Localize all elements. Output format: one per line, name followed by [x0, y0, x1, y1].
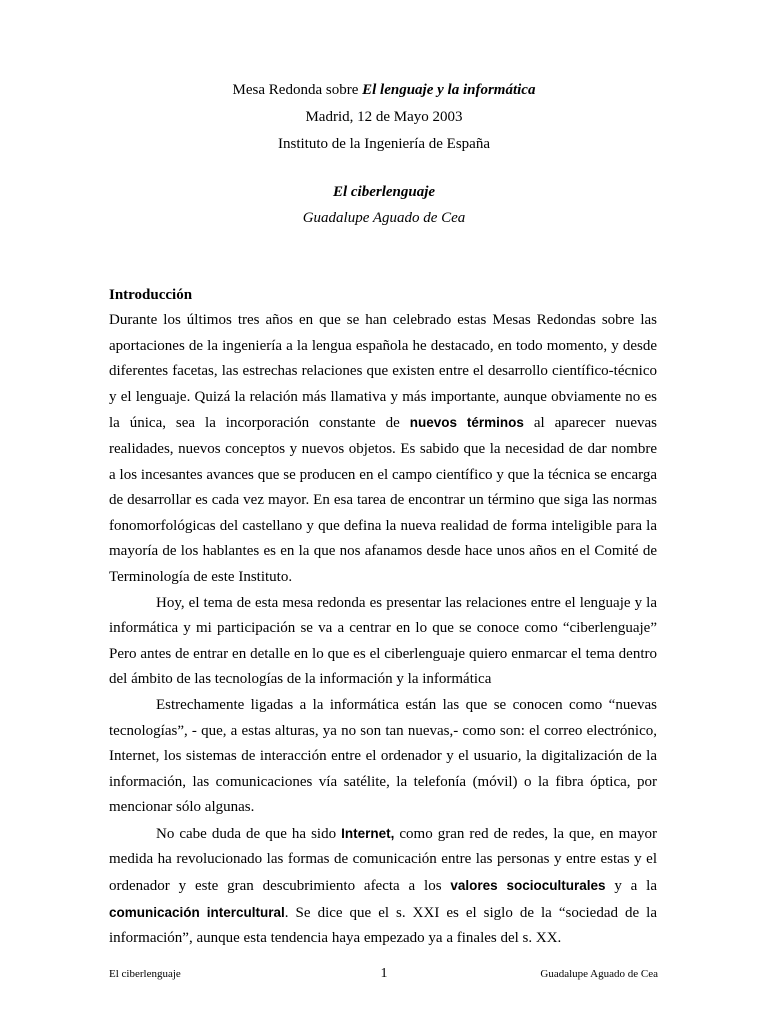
institution-name: Instituto de la Ingeniería de España — [277, 136, 490, 152]
paragraph-1-text-a: Durante los últimos tres años en que se han celebrado estas Mesas Redondas sobre las aportaciones de la ingeniería a la lengua española he destacado, en todo momento, y desde diferentes facetas, las estrechas relaciones que existen entre el desarrollo científico-técnico y el lenguaje. Quizá la relación más llamativa y más importante, aunque obviamente no es la única, sea la incorporación constante de — [109, 312, 657, 432]
highlight-internet: Internet, — [341, 825, 395, 841]
paragraph-4-text-d: . Se dice que el s. XXI es el siglo de la “sociedad de la información”, aunque esta tendencia haya empezado ya a finales del s. XX. — [109, 904, 657, 947]
paragraph-4-text-a: No cabe duda de que ha sido — [156, 825, 342, 842]
highlight-valores-socioculturales: valores socioculturales — [450, 878, 606, 894]
section-heading: Introducción — [109, 287, 193, 303]
paragraph-4-text-b: como gran red de redes, la que, en mayor medida ha revolucionado las formas de comunicación entre las personas y entre estas y el ordenador y este gran descubrimiento afecta a los — [109, 825, 657, 895]
event-date: Madrid, 12 de Mayo 2003 — [305, 109, 463, 125]
footer-author: Guadalupe Aguado de Cea — [540, 968, 658, 980]
event-prefix: Mesa Redonda sobre — [232, 82, 363, 98]
footer-title: El ciberlenguaje — [109, 968, 181, 980]
paragraph-2: Hoy, el tema de esta mesa redonda es presentar las relaciones entre el lenguaje y la informática y mi participación se va a centrar en lo que se conoce como “ciberlenguaje” Pero antes de entrar en detalle en lo que es el ciberlenguaje quiero enmarcar el tema dentro del ámbito de las tecnologías de la información y la informática — [109, 594, 657, 688]
paragraph-3: Estrechamente ligadas a la informática están las que se conocen como “nuevas tecnologías”, - que, a estas alturas, ya no son tan nuevas,- como son: el correo electrónico, Internet, los sistemas de interacción entre el ordenador y el usuario, la digitalización de la información, las comunicaciones vía satélite, la telefonía (móvil) o la fibra óptica, por mencionar sólo algunas. — [109, 696, 657, 816]
body-text — [109, 308, 657, 952]
event-title: El lenguaje y la informática — [362, 82, 536, 98]
paragraph-1 — [109, 308, 657, 591]
event-line — [0, 82, 768, 99]
author-name: Guadalupe Aguado de Cea — [302, 210, 466, 226]
highlight-nuevos-terminos: nuevos términos — [409, 415, 524, 431]
highlight-comunicacion-intercultural: comunicación intercultural — [109, 904, 285, 920]
paragraph-4-text-c: y a la — [605, 878, 657, 895]
paper-title: El ciberlenguaje — [332, 184, 436, 200]
paragraph-4 — [109, 821, 657, 952]
page-number: 1 — [380, 966, 388, 981]
paragraph-1-text-b: al aparecer nuevas realidades, nuevos conceptos y nuevos objetos. Es sabido que la necesidad de dar nombre a los incesantes avances que se producen en el campo científico y que la técnica se encarga de desarrollar es cada vez mayor. En esa tarea de encontrar un término que siga las normas fonomorfológicas del castellano y que defina la nueva realidad de forma inteligible para la mayoría de los hablantes es en la que nos afanamos desde hace unos años en el Comité de Terminología de este Instituto. — [109, 415, 657, 585]
